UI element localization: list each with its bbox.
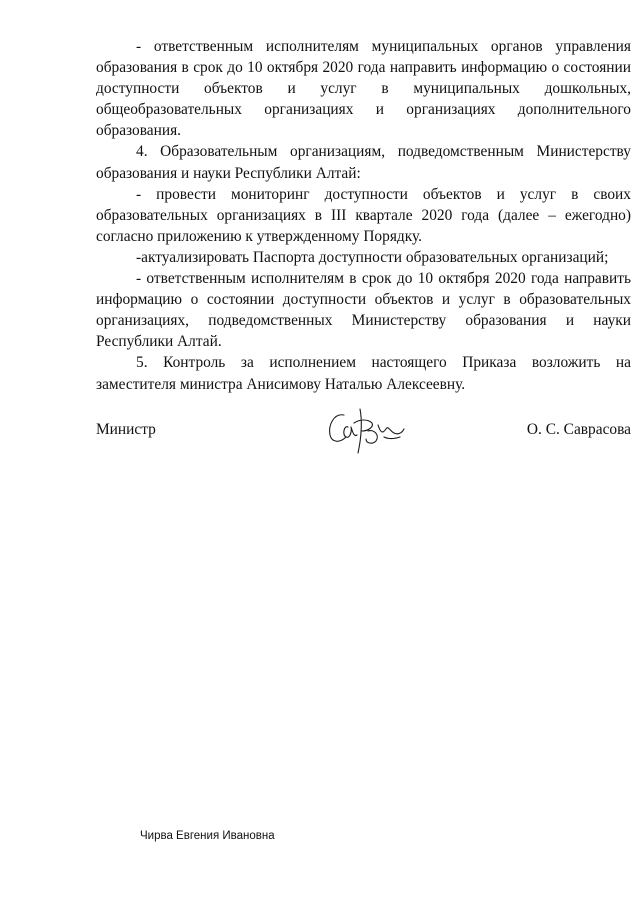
paragraph-responsible-info: - ответственным исполнителям в срок до 10 октября 2020 года направить информацию о состоянии доступности объектов и услуг в образовательных организациях, подведомственных Министерству образования и науки Республики Алтай. [96,270,631,351]
paragraph-passports: -актуализировать Паспорта доступности образовательных организаций; [136,248,609,266]
paragraph-monitoring: - провести мониторинг доступности объектов и услуг в своих образовательных организациях в III квартале 2020 года (далее – ежегодно) согласно приложению к утвержденному Порядку. [96,185,631,245]
paragraph-item-4: 4. Образовательным организациям, подведомственным Министерству образования и науки Республики Алтай: [96,143,631,182]
document-body [96,36,631,395]
paragraph-municipal-info: - ответственным исполнителям муниципальных органов управления образования в срок до 10 октября 2020 года направить информацию о состоянии доступности объектов и услуг в муниципальных дошкольных, общеобразовательных организациях и организациях дополнительного образования. [96,38,631,140]
signer-position: Министр [96,421,156,438]
executor-name: Чирва Евгения Ивановна [140,830,275,842]
signer-name: О. С. Саврасова [526,421,631,438]
paragraph-item-5: 5. Контроль за исполнением настоящего Приказа возложить на заместителя министра Анисимову Наталью Алексеевну. [96,354,631,393]
handwritten-signature [324,405,409,457]
signature-block [96,405,631,465]
